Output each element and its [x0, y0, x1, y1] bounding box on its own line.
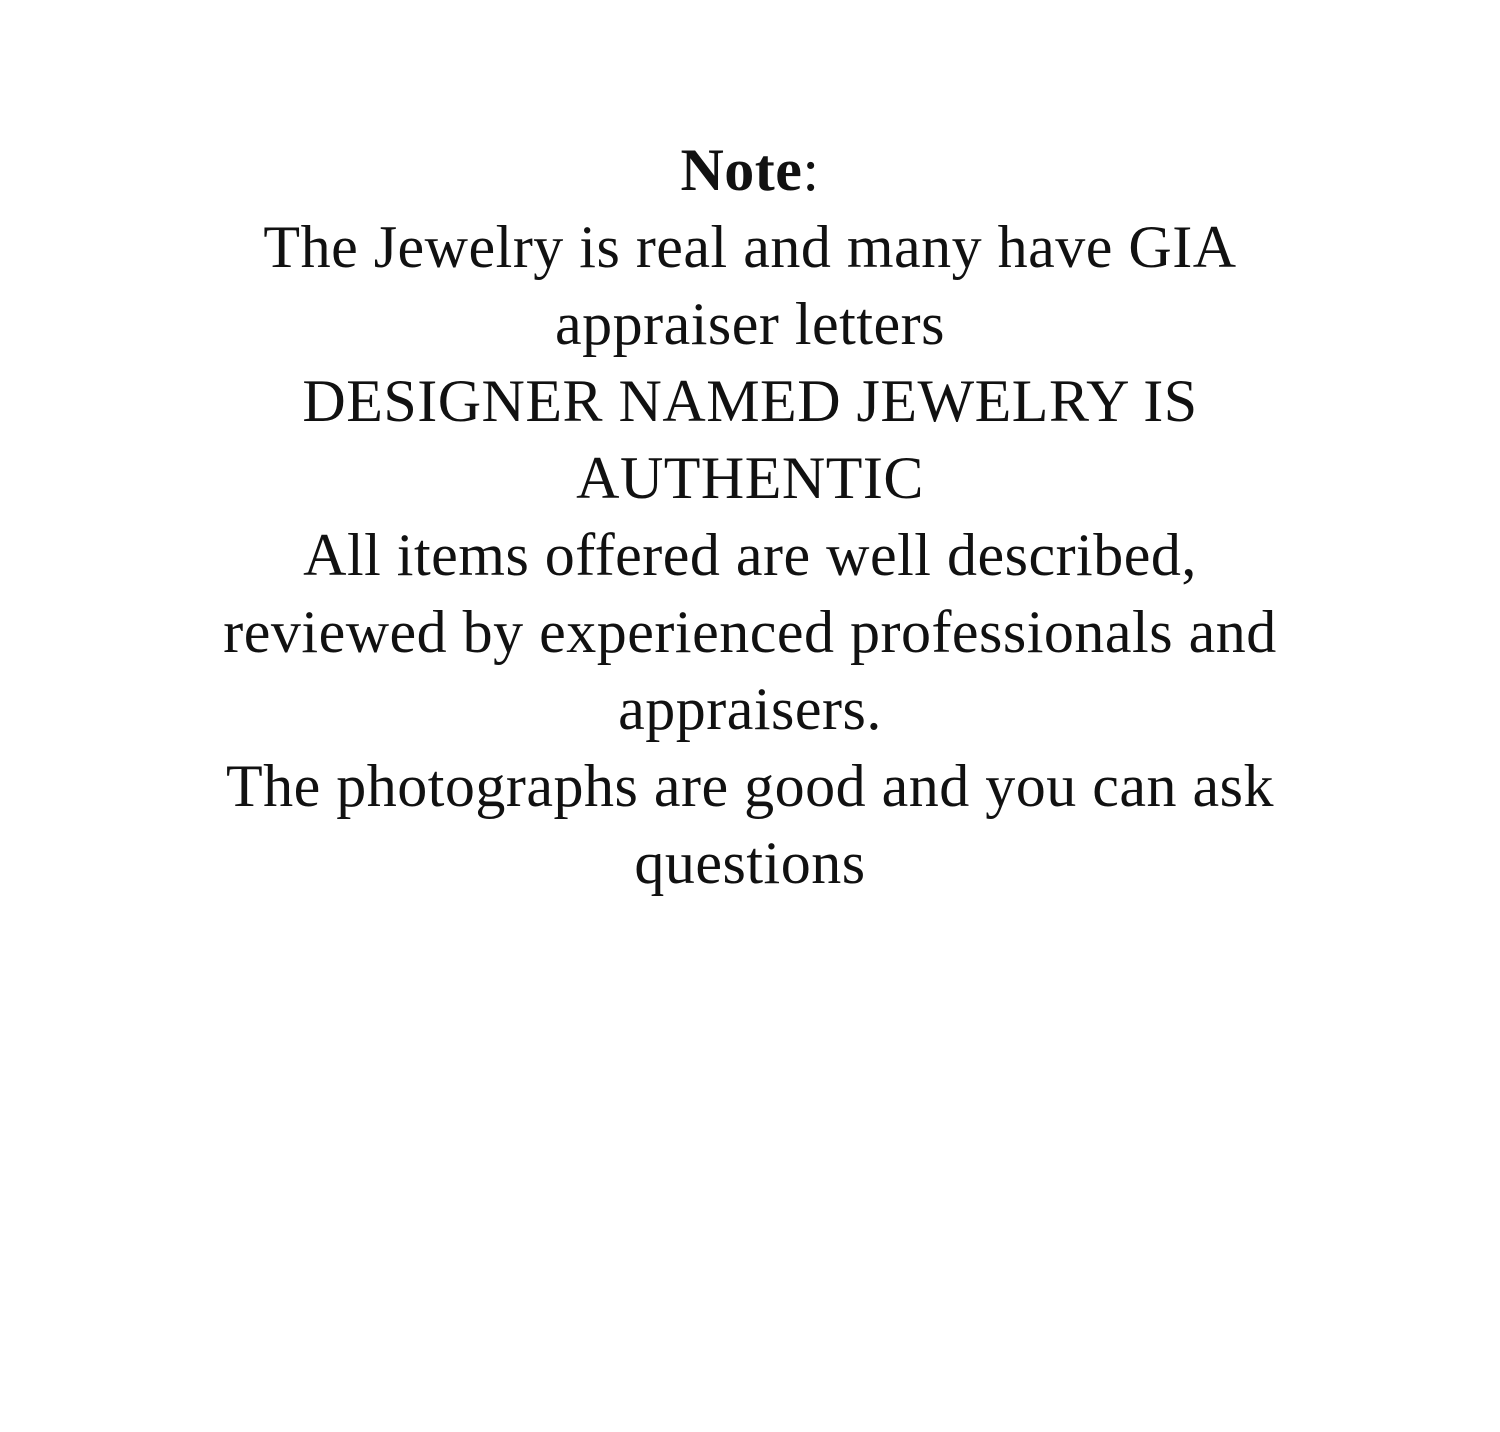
- note-heading-bold-text: Note: [680, 137, 803, 203]
- note-line: appraisers.: [618, 676, 882, 742]
- note-line: reviewed by experienced professionals and: [223, 599, 1277, 665]
- note-lines: [150, 209, 1350, 902]
- note-line: AUTHENTIC: [576, 445, 924, 511]
- note-line: questions: [634, 830, 866, 896]
- note-line: appraiser letters: [555, 291, 945, 357]
- note-line: All items offered are well described,: [303, 522, 1197, 588]
- note-heading: [150, 132, 1350, 209]
- note-heading-colon: :: [802, 137, 820, 203]
- note-line: DESIGNER NAMED JEWELRY IS: [302, 368, 1198, 434]
- note-line: The Jewelry is real and many have GIA: [263, 214, 1237, 280]
- note-line: The photographs are good and you can ask: [225, 753, 1275, 819]
- note-text-block: [150, 132, 1350, 902]
